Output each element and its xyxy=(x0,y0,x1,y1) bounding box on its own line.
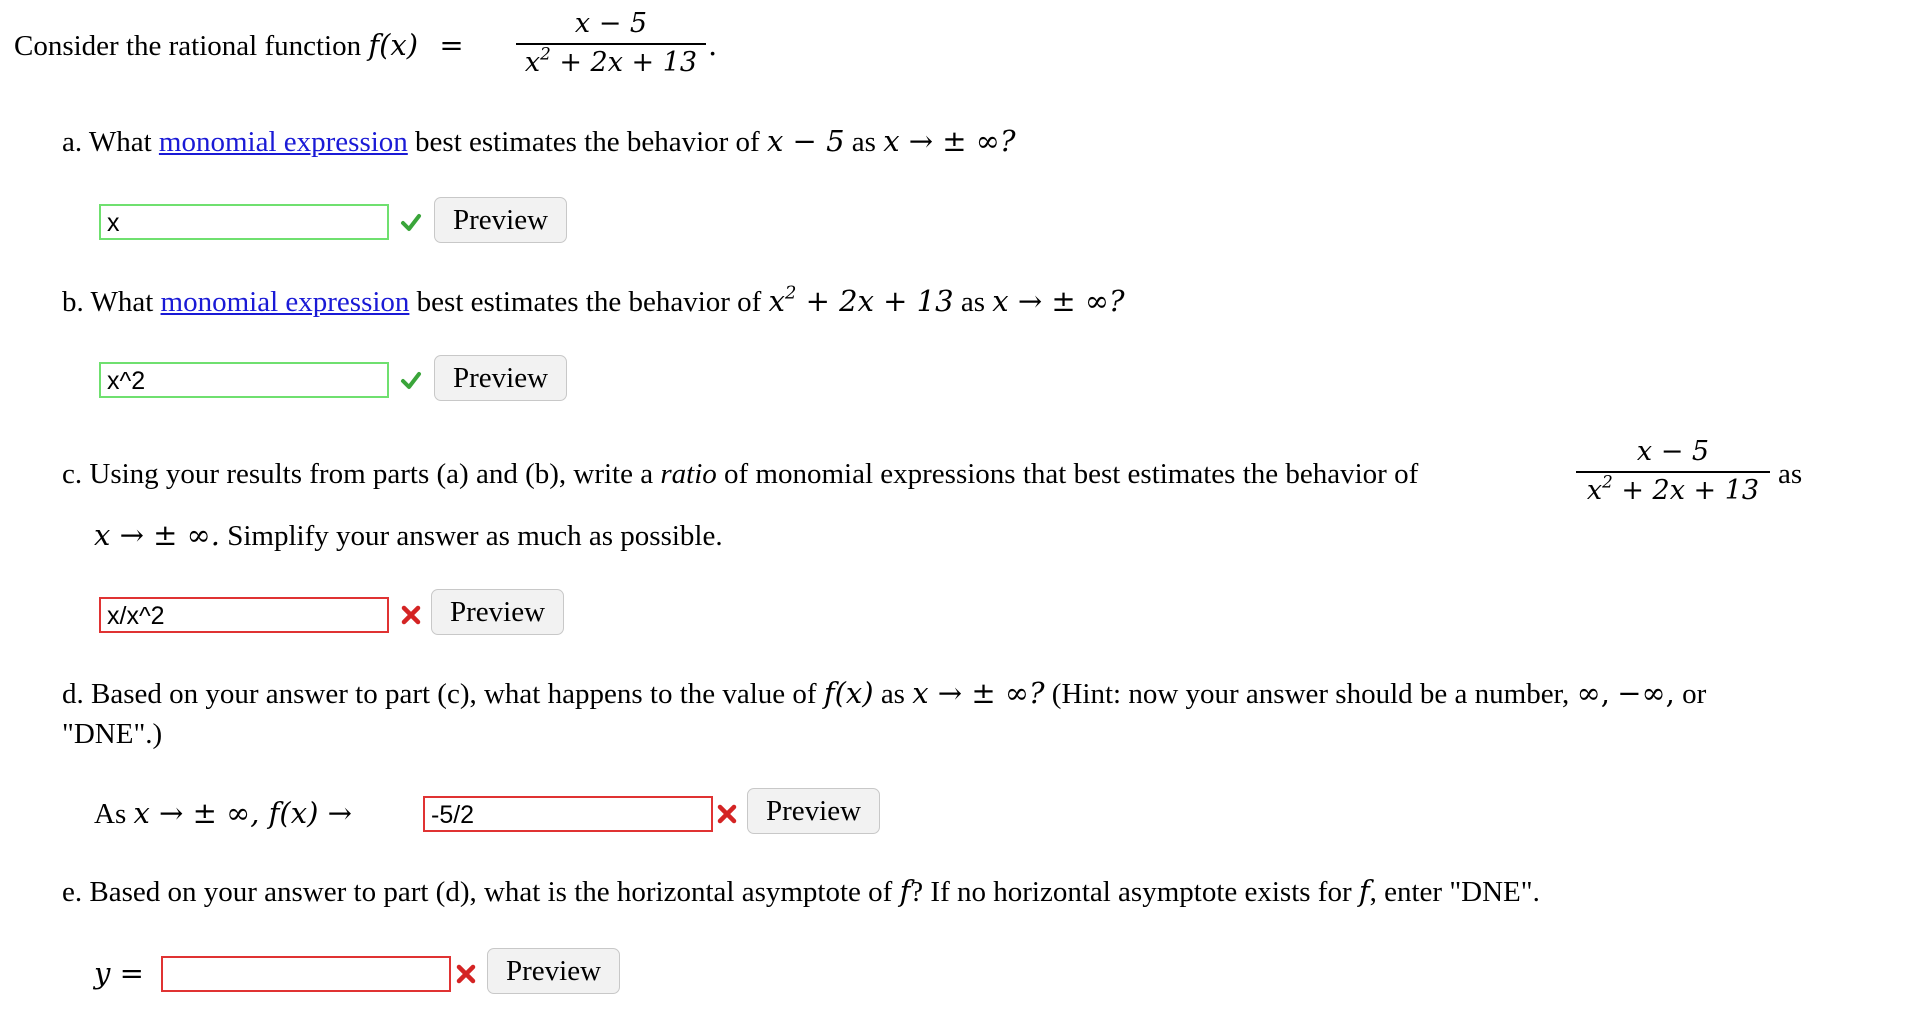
part-b-mid: best estimates the behavior of xyxy=(416,286,762,318)
cross-icon xyxy=(455,963,477,985)
part-c-ratio: ratio xyxy=(660,458,717,490)
part-d-answer-row xyxy=(94,796,352,831)
part-a-limit: x → ± ∞? xyxy=(883,124,1016,158)
part-a-preview-button[interactable]: Preview xyxy=(434,197,567,243)
part-d-row-math: x → ± ∞, f(x) → xyxy=(133,796,352,830)
cross-icon xyxy=(716,803,738,825)
part-a-prefix: a. What xyxy=(62,126,152,158)
part-d-question xyxy=(62,676,1706,711)
part-b-answer-input[interactable]: x^2 xyxy=(99,362,389,398)
intro-fraction xyxy=(516,8,706,78)
intro-den-exp: 2 xyxy=(540,43,551,64)
part-a-question xyxy=(62,124,1016,159)
check-icon xyxy=(400,369,422,391)
intro-den-rest: + 2x + 13 xyxy=(550,47,698,78)
part-b-expr-exp: 2 xyxy=(784,282,797,304)
part-e-y-label: y = xyxy=(94,956,144,990)
part-e-f2: f xyxy=(1358,874,1370,908)
part-e-text-c: , enter "DNE". xyxy=(1369,876,1540,908)
part-a-mid: best estimates the behavior of xyxy=(415,126,760,158)
part-b-expr-base: x xyxy=(768,284,785,318)
intro-lead: Consider the rational function xyxy=(14,30,362,62)
part-a-answer-input[interactable]: x xyxy=(99,204,389,240)
part-b-expression xyxy=(769,284,954,318)
part-c-answer-input[interactable]: x/x^2 xyxy=(99,597,389,633)
intro-den-base: x xyxy=(524,47,541,78)
part-c-line2-math: x → ± ∞. xyxy=(94,518,220,552)
part-d-or: or xyxy=(1682,678,1707,710)
part-c-question xyxy=(62,458,1418,491)
part-c-as: as xyxy=(1778,458,1803,490)
part-c-preview-button[interactable]: Preview xyxy=(431,589,564,635)
part-e-text-a: e. Based on your answer to part (d), what is the horizontal asymptote of xyxy=(62,876,893,908)
part-c-fraction xyxy=(1576,436,1770,506)
part-b-prefix: b. What xyxy=(62,286,154,318)
part-d-answer-input[interactable]: -5/2 xyxy=(423,796,713,832)
part-d-preview-button[interactable]: Preview xyxy=(747,788,880,834)
part-b-limit: x → ± ∞? xyxy=(992,284,1125,318)
part-d-limit: x → ± ∞? xyxy=(912,676,1045,710)
part-b-preview-button[interactable]: Preview xyxy=(434,355,567,401)
part-c-den-base: x xyxy=(1586,475,1603,506)
part-b-monomial-link[interactable]: monomial expression xyxy=(160,286,410,318)
intro-numerator: x − 5 xyxy=(574,8,648,39)
part-e-answer-input[interactable] xyxy=(161,956,451,992)
part-e-f1: f xyxy=(899,874,911,908)
part-c-numerator: x − 5 xyxy=(1636,436,1710,467)
part-a-as: as xyxy=(851,126,876,158)
part-d-hint: (Hint: now your answer should be a number, xyxy=(1051,678,1570,710)
part-e-text-b: ? If no horizontal asymptote exists for xyxy=(910,876,1352,908)
part-d-inf1: ∞, xyxy=(1576,676,1610,710)
part-d-as: as xyxy=(880,678,905,710)
part-b-expr-rest: + 2x + 13 xyxy=(796,284,954,318)
part-e-preview-button[interactable]: Preview xyxy=(487,948,620,994)
part-c-line2 xyxy=(94,518,723,553)
check-icon xyxy=(400,211,422,233)
part-b-question xyxy=(62,284,1125,319)
intro-period: . xyxy=(708,28,718,62)
intro-equals: = xyxy=(439,28,464,62)
part-d-line2: "DNE".) xyxy=(62,718,163,750)
part-c-den-exp: 2 xyxy=(1602,471,1613,492)
intro-line xyxy=(14,28,464,63)
part-d-inf2: −∞, xyxy=(1617,676,1675,710)
part-a-monomial-link[interactable]: monomial expression xyxy=(158,126,408,158)
intro-function: f(x) xyxy=(368,28,419,62)
part-c-den-rest: + 2x + 13 xyxy=(1612,475,1760,506)
part-a-expression: x − 5 xyxy=(766,124,845,158)
part-e-question xyxy=(62,874,1540,909)
part-c-text-a: c. Using your results from parts (a) and (b), write a xyxy=(62,458,654,490)
part-c-line2-text: Simplify your answer as much as possible. xyxy=(227,520,723,552)
part-d-func: f(x) xyxy=(823,676,874,710)
part-d-as-label: As xyxy=(94,798,127,830)
part-c-text-b: of monomial expressions that best estimates the behavior of xyxy=(724,458,1419,490)
cross-icon xyxy=(400,604,422,626)
part-d-text-a: d. Based on your answer to part (c), what happens to the value of xyxy=(62,678,817,710)
part-b-as: as xyxy=(960,286,986,318)
